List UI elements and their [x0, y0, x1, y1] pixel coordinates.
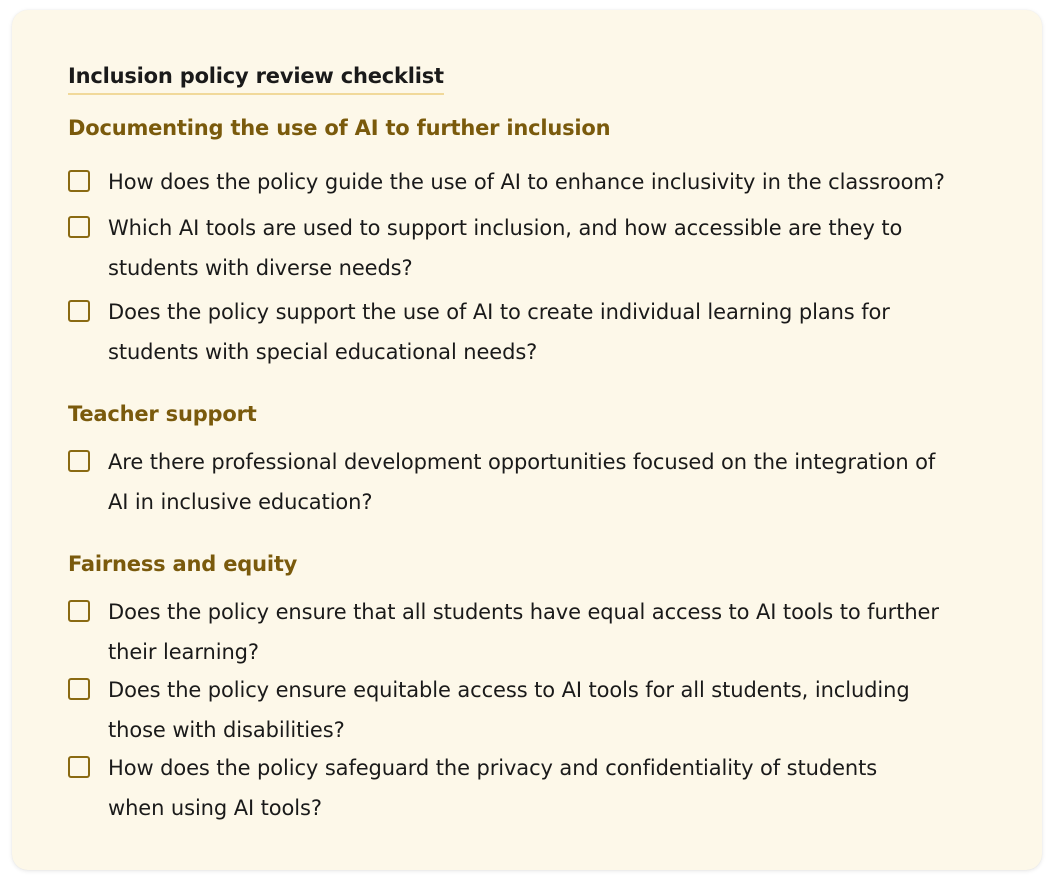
checkbox[interactable] [68, 170, 90, 192]
checkbox[interactable] [68, 600, 90, 622]
checkbox[interactable] [68, 450, 90, 472]
checkbox[interactable] [68, 300, 90, 322]
checklist-item-text: How does the policy safeguard the privacy and confidentiality of students when using AI tools? [108, 756, 878, 820]
checkbox[interactable] [68, 216, 90, 238]
section-heading-documenting-ai: Documenting the use of AI to further inclusion [68, 116, 611, 140]
checklist-item-text: Does the policy ensure equitable access to AI tools for all students, including those with disabilities? [108, 678, 910, 742]
checklist-card [12, 10, 1042, 870]
section-heading-fairness-equity: Fairness and equity [68, 552, 298, 576]
checklist-item-text: How does the policy guide the use of AI to enhance inclusivity in the classroom? [108, 170, 945, 194]
checkbox[interactable] [68, 678, 90, 700]
checkbox[interactable] [68, 756, 90, 778]
checklist-item-text: Are there professional development opportunities focused on the integration of AI in inclusive education? [108, 450, 936, 514]
section-heading-teacher-support: Teacher support [68, 402, 257, 426]
checklist-item-text: Which AI tools are used to support inclusion, and how accessible are they to students with diverse needs? [108, 216, 903, 280]
checklist-title: Inclusion policy review checklist [68, 64, 444, 95]
checklist-item-text: Does the policy support the use of AI to create individual learning plans for students with special educational needs? [108, 300, 890, 364]
checklist-item-text: Does the policy ensure that all students have equal access to AI tools to further their learning? [108, 600, 939, 664]
